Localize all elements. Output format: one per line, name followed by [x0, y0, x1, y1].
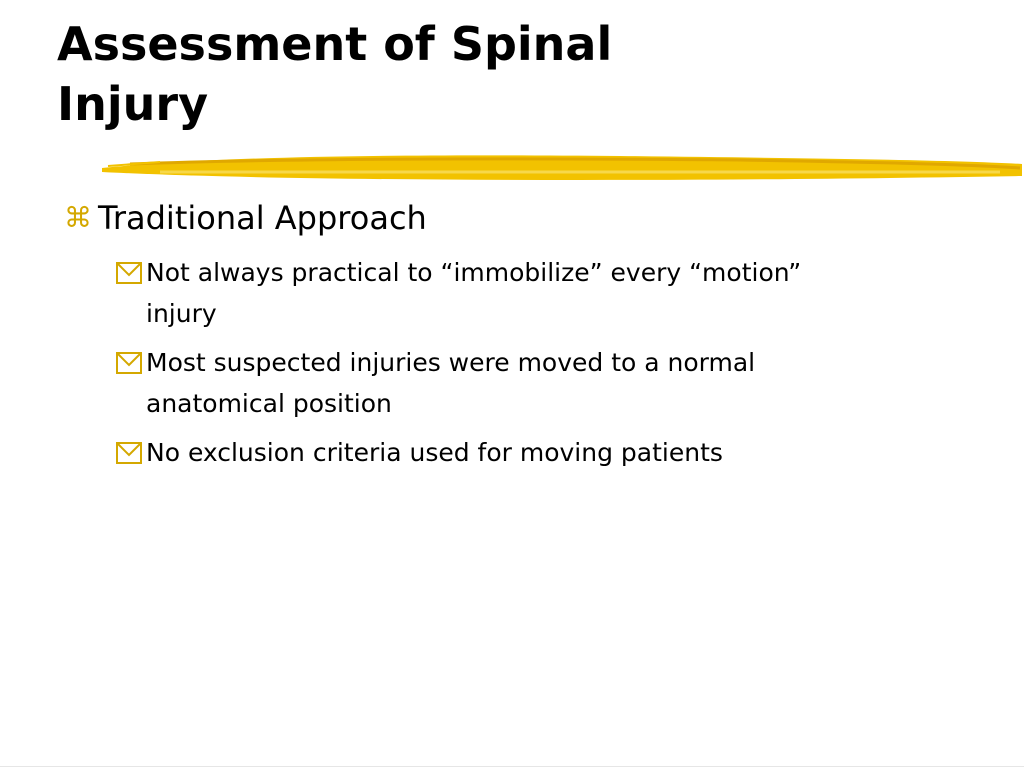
envelope-checkbox-icon	[116, 262, 142, 284]
bullet-traditional-approach	[64, 195, 964, 241]
sub-bullet-list	[116, 252, 916, 481]
sub-bullet-line: anatomical position	[146, 389, 392, 418]
highlighter-swoosh	[100, 150, 1024, 186]
bullet-label: Traditional Approach	[98, 199, 427, 237]
slide-title	[57, 14, 957, 134]
sub-bullet-item	[116, 432, 916, 473]
envelope-checkbox-icon	[116, 442, 142, 464]
title-line-2: Injury	[57, 77, 209, 131]
bottom-divider	[0, 766, 1024, 767]
sub-bullet-line: No exclusion criteria used for moving patients	[146, 438, 723, 467]
sub-bullet-line: Most suspected injuries were moved to a normal	[146, 348, 756, 377]
sub-bullet-line: injury	[146, 299, 217, 328]
command-key-icon: ⌘	[64, 201, 92, 234]
sub-bullet-line: Not always practical to “immobilize” every “motion”	[146, 258, 802, 287]
envelope-checkbox-icon	[116, 352, 142, 374]
title-line-1: Assessment of Spinal	[57, 17, 613, 71]
sub-bullet-item	[116, 252, 916, 334]
sub-bullet-item	[116, 342, 916, 424]
